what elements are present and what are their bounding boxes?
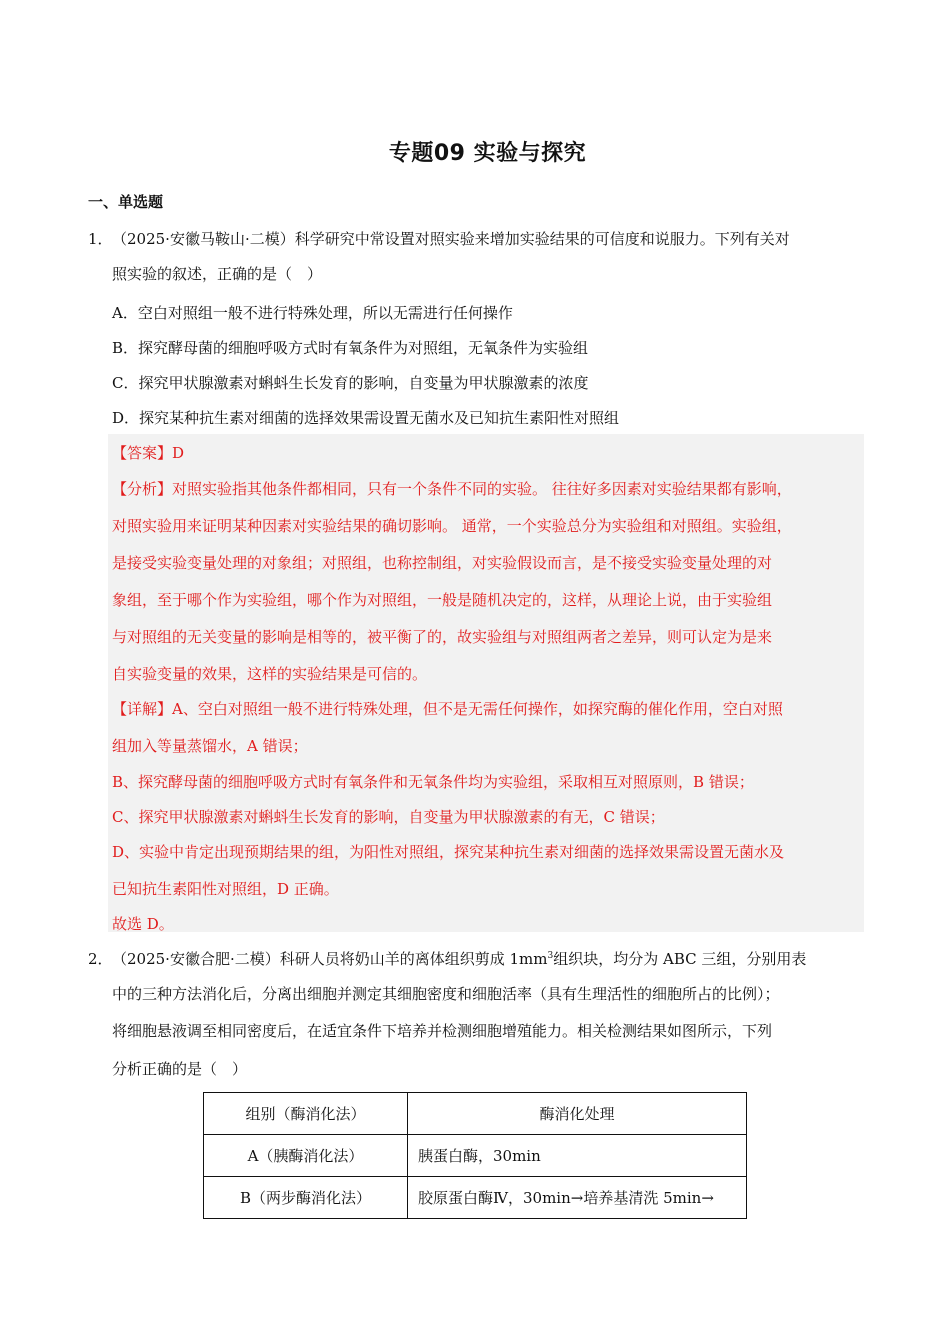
table-cell: 胰蛋白酶，30min (408, 1135, 747, 1177)
detail-line: C、探究甲状腺激素对蝌蚪生长发育的影响，自变量为甲状腺激素的有无，C 错误； (112, 808, 665, 826)
table-cell: A（胰酶消化法） (204, 1135, 408, 1177)
option-a: A．空白对照组一般不进行特殊处理，所以无需进行任何操作 (112, 304, 513, 322)
analysis-line: 象组，至于哪个作为实验组，哪个作为对照组，一般是随机决定的，这样，从理论上说，由于实验组 (112, 591, 773, 609)
question-text-line: 将细胞悬液调至相同密度后，在适宜条件下培养并检测细胞增殖能力。相关检测结果如图所示，下列 (112, 1022, 773, 1040)
table-row (204, 1177, 747, 1219)
question-text-line: 中的三种方法消化后，分离出细胞并测定其细胞密度和细胞活率（具有生理活性的细胞所占的比例）； (112, 985, 780, 1003)
superscript: 3 (547, 951, 554, 961)
digestion-method-table (203, 1092, 747, 1219)
question-number: 2． (88, 950, 113, 968)
detail-line: 故选 D。 (112, 915, 174, 933)
question-text-part: 组织块，均分为 ABC 三组，分别用表 (553, 950, 807, 968)
detail-line: B、探究酵母菌的细胞呼吸方式时有氧条件和无氧条件均为实验组，采取相互对照原则，B 错误； (112, 773, 754, 791)
analysis-line: 与对照组的无关变量的影响是相等的，被平衡了的，故实验组与对照组两者之差异，则可认定为是来 (112, 628, 773, 646)
detail-line: D、实验中肯定出现预期结果的组，为阳性对照组，探究某种抗生素对细菌的选择效果需设置无菌水及 (112, 843, 785, 861)
table-header-cell: 组别（酶消化法） (204, 1093, 408, 1135)
table-row (204, 1135, 747, 1177)
section-heading: 一、单选题 (88, 193, 164, 211)
analysis-line: 自实验变量的效果，这样的实验结果是可信的。 (112, 665, 428, 683)
option-d: D．探究某种抗生素对细菌的选择效果需设置无菌水及已知抗生素阳性对照组 (112, 409, 620, 427)
option-c: C．探究甲状腺激素对蝌蚪生长发育的影响，自变量为甲状腺激素的浓度 (112, 374, 589, 392)
question-text-line (112, 948, 806, 969)
table-header-row (204, 1093, 747, 1135)
detail-line: 【详解】A、空白对照组一般不进行特殊处理，但不是无需任何操作，如探究酶的催化作用，空白对照 (112, 700, 783, 718)
analysis-line: 【分析】对照实验指其他条件都相同，只有一个条件不同的实验。 往往好多因素对实验结果都有影响， (112, 480, 792, 498)
analysis-line: 对照实验用来证明某种因素对实验结果的确切影响。 通常，一个实验总分为实验组和对照组。实验组， (112, 517, 792, 535)
analysis-line: 是接受实验变量处理的对象组；对照组，也称控制组，对实验假设而言，是不接受实验变量处理的对 (112, 554, 773, 572)
table-cell: B（两步酶消化法） (204, 1177, 408, 1219)
table-header-cell: 酶消化处理 (408, 1093, 747, 1135)
document-title: 专题09 实验与探究 (388, 141, 587, 166)
option-b: B．探究酵母菌的细胞呼吸方式时有氧条件为对照组，无氧条件为实验组 (112, 339, 589, 357)
question-number: 1． (88, 230, 113, 248)
question-text-line: 分析正确的是（ ） (112, 1060, 248, 1078)
answer-line: 【答案】D (112, 444, 185, 462)
detail-line: 组加入等量蒸馏水，A 错误； (112, 737, 308, 755)
question-text-line: 照实验的叙述，正确的是（ ） (112, 265, 323, 283)
table-cell: 胶原蛋白酶Ⅳ，30min→培养基清洗 5min→ (408, 1177, 747, 1219)
question-text-line: （2025·安徽马鞍山·二模）科学研究中常设置对照实验来增加实验结果的可信度和说服力。下列有关对 (112, 230, 790, 248)
question-text-part: （2025·安徽合肥·二模）科研人员将奶山羊的离体组织剪成 1mm (112, 950, 548, 968)
detail-line: 已知抗生素阳性对照组，D 正确。 (112, 880, 339, 898)
